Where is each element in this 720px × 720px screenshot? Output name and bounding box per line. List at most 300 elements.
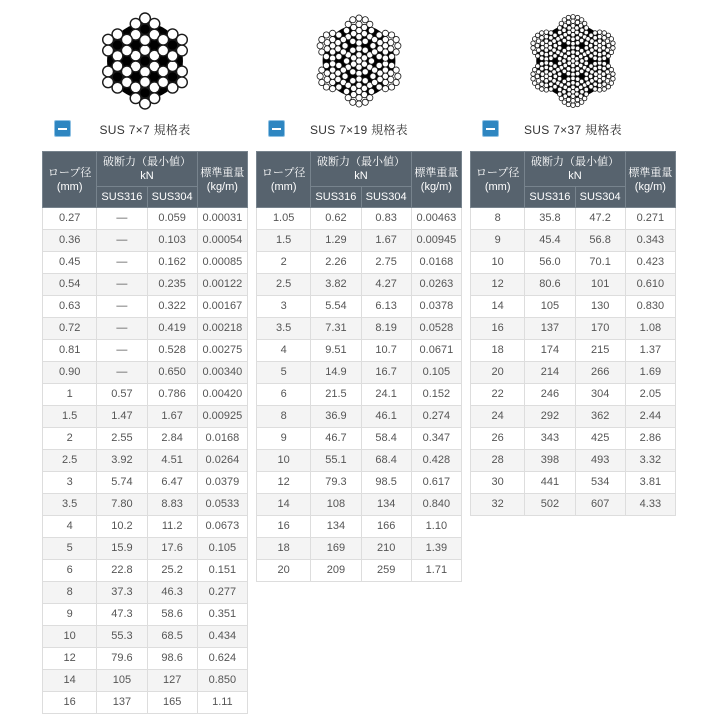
table-cell: 1.29: [311, 230, 361, 252]
table-cell: —: [97, 318, 147, 340]
header-rope-diameter: [43, 152, 97, 208]
table-cell: 0.00925: [197, 406, 247, 428]
table-cell: 292: [525, 406, 575, 428]
header-standard-weight-label: 標準重量: [414, 166, 459, 179]
table-row: [257, 318, 462, 340]
table-cell: 1.69: [625, 362, 675, 384]
table-cell: 166: [361, 516, 411, 538]
table-cell: 0.0528: [411, 318, 461, 340]
table-row: [471, 406, 676, 428]
table-cell: 0.351: [197, 604, 247, 626]
table-cell: 0.62: [311, 208, 361, 230]
table-cell: 1.08: [625, 318, 675, 340]
table-cell: 0.830: [625, 296, 675, 318]
table-row: [257, 450, 462, 472]
table-row: [43, 406, 248, 428]
table-cell: —: [97, 274, 147, 296]
table-cell: 56.0: [525, 252, 575, 274]
table-cell: 1.47: [97, 406, 147, 428]
table-title: SUS 7×19 規格表: [310, 122, 408, 137]
table-row: [257, 296, 462, 318]
header-sus304: SUS304: [575, 187, 625, 208]
table-cell: 9: [257, 428, 311, 450]
table-cell: 58.6: [147, 604, 197, 626]
table-cell: 98.6: [147, 648, 197, 670]
table-cell: —: [97, 296, 147, 318]
table-cell: 0.059: [147, 208, 197, 230]
table-cell: 0.322: [147, 296, 197, 318]
table-row: [43, 494, 248, 516]
table-row: [257, 252, 462, 274]
table-cell: 0.428: [411, 450, 461, 472]
table-row: [43, 340, 248, 362]
table-cell: 1: [43, 384, 97, 406]
header-sus304: SUS304: [147, 187, 197, 208]
table-cell: 0.27: [43, 208, 97, 230]
table-cell: 22: [471, 384, 525, 406]
table-cell: 47.3: [97, 604, 147, 626]
table-title-row: [470, 120, 676, 138]
table-cell: 0.624: [197, 648, 247, 670]
collapse-button[interactable]: [268, 120, 285, 137]
table-cell: 12: [471, 274, 525, 296]
table-cell: 20: [257, 560, 311, 582]
table-row: [257, 560, 462, 582]
table-cell: 0.343: [625, 230, 675, 252]
table-cell: 127: [147, 670, 197, 692]
table-cell: 16.7: [361, 362, 411, 384]
table-row: [257, 494, 462, 516]
table-row: [257, 428, 462, 450]
table-cell: 0.162: [147, 252, 197, 274]
header-standard-weight-unit: (kg/m): [206, 180, 238, 193]
table-cell: 441: [525, 472, 575, 494]
table-cell: 55.1: [311, 450, 361, 472]
table-cell: 0.617: [411, 472, 461, 494]
table-cell: 0.274: [411, 406, 461, 428]
table-cell: 12: [43, 648, 97, 670]
header-rope-diameter-unit: (mm): [270, 180, 297, 193]
table-cell: 10.2: [97, 516, 147, 538]
table-cell: 4.33: [625, 494, 675, 516]
table-cell: 210: [361, 538, 411, 560]
table-cell: 0.151: [197, 560, 247, 582]
table-row: [257, 384, 462, 406]
table-cell: 47.2: [575, 208, 625, 230]
spec-table-section-sus7x19: [256, 0, 462, 582]
table-cell: 5.74: [97, 472, 147, 494]
table-cell: 0.850: [197, 670, 247, 692]
table-title-row: [42, 120, 248, 138]
header-sus304: SUS304: [361, 187, 411, 208]
table-cell: 0.235: [147, 274, 197, 296]
table-cell: 2.75: [361, 252, 411, 274]
table-cell: 7.31: [311, 318, 361, 340]
spec-table-body: [257, 208, 462, 582]
table-cell: 46.7: [311, 428, 361, 450]
table-cell: 10: [471, 252, 525, 274]
table-cell: 0.54: [43, 274, 97, 296]
table-cell: 343: [525, 428, 575, 450]
table-cell: 2.5: [43, 450, 97, 472]
table-cell: 21.5: [311, 384, 361, 406]
table-row: [257, 362, 462, 384]
table-title: SUS 7×37 規格表: [524, 122, 622, 137]
table-cell: 134: [311, 516, 361, 538]
table-cell: 1.5: [257, 230, 311, 252]
table-row: [471, 230, 676, 252]
table-row: [43, 648, 248, 670]
table-row: [43, 582, 248, 604]
table-cell: 137: [97, 692, 147, 714]
table-cell: 0.610: [625, 274, 675, 296]
table-cell: 68.5: [147, 626, 197, 648]
table-cell: 0.00054: [197, 230, 247, 252]
table-row: [43, 296, 248, 318]
table-cell: 8: [43, 582, 97, 604]
table-row: [257, 516, 462, 538]
header-sus316: SUS316: [97, 187, 147, 208]
table-cell: 2: [43, 428, 97, 450]
table-row: [43, 208, 248, 230]
table-cell: 0.419: [147, 318, 197, 340]
table-cell: 0.83: [361, 208, 411, 230]
wire-rope-cross-section: [42, 10, 248, 112]
table-cell: 79.6: [97, 648, 147, 670]
table-cell: 0.81: [43, 340, 97, 362]
table-cell: 35.8: [525, 208, 575, 230]
table-cell: 80.6: [525, 274, 575, 296]
table-cell: 8: [257, 406, 311, 428]
table-cell: 0.0671: [411, 340, 461, 362]
table-cell: 6.13: [361, 296, 411, 318]
table-cell: 1.10: [411, 516, 461, 538]
table-cell: 1.5: [43, 406, 97, 428]
table-cell: 0.00167: [197, 296, 247, 318]
table-cell: —: [97, 340, 147, 362]
minus-icon: [58, 128, 67, 130]
table-row: [43, 362, 248, 384]
table-row: [43, 384, 248, 406]
table-cell: 2.84: [147, 428, 197, 450]
table-row: [471, 252, 676, 274]
table-cell: 1.05: [257, 208, 311, 230]
collapse-button[interactable]: [482, 120, 499, 137]
table-cell: 0.423: [625, 252, 675, 274]
table-cell: 0.434: [197, 626, 247, 648]
table-cell: 2.55: [97, 428, 147, 450]
table-cell: 1.37: [625, 340, 675, 362]
table-cell: 0.840: [411, 494, 461, 516]
table-cell: 16: [43, 692, 97, 714]
table-cell: 3.5: [43, 494, 97, 516]
table-cell: 3.81: [625, 472, 675, 494]
table-row: [471, 296, 676, 318]
table-cell: 5.54: [311, 296, 361, 318]
table-cell: 0.00218: [197, 318, 247, 340]
table-cell: 0.0378: [411, 296, 461, 318]
header-rope-diameter-label: ロープ径: [475, 166, 520, 179]
table-cell: 0.0168: [197, 428, 247, 450]
table-cell: 17.6: [147, 538, 197, 560]
table-cell: 28: [471, 450, 525, 472]
table-cell: 1.67: [147, 406, 197, 428]
table-row: [43, 230, 248, 252]
table-cell: 130: [575, 296, 625, 318]
table-cell: 2: [257, 252, 311, 274]
table-row: [43, 692, 248, 714]
sus-7x7-cross-section-diagram: [94, 10, 196, 112]
table-cell: 0.00275: [197, 340, 247, 362]
table-cell: 2.05: [625, 384, 675, 406]
header-rope-diameter-label: ロープ径: [261, 166, 306, 179]
table-row: [471, 362, 676, 384]
table-cell: 4: [257, 340, 311, 362]
table-cell: 0.0264: [197, 450, 247, 472]
table-cell: 137: [525, 318, 575, 340]
header-rope-diameter-unit: (mm): [56, 180, 83, 193]
header-standard-weight-unit: (kg/m): [420, 180, 452, 193]
wire-rope-cross-section: [470, 10, 676, 112]
table-cell: 3.92: [97, 450, 147, 472]
table-cell: 0.347: [411, 428, 461, 450]
table-cell: 5: [257, 362, 311, 384]
table-cell: 4.27: [361, 274, 411, 296]
header-standard-weight: [411, 152, 461, 208]
table-cell: 108: [311, 494, 361, 516]
table-cell: 362: [575, 406, 625, 428]
table-cell: 0.105: [411, 362, 461, 384]
table-cell: 0.72: [43, 318, 97, 340]
table-cell: 22.8: [97, 560, 147, 582]
table-row: [43, 274, 248, 296]
table-row: [471, 318, 676, 340]
table-cell: 0.103: [147, 230, 197, 252]
table-cell: 425: [575, 428, 625, 450]
spec-table-section-sus7x7: [42, 0, 248, 714]
table-cell: 11.2: [147, 516, 197, 538]
header-rope-diameter: [257, 152, 311, 208]
header-standard-weight-unit: (kg/m): [634, 180, 666, 193]
spec-table-header: [257, 152, 462, 208]
table-cell: 0.0673: [197, 516, 247, 538]
table-cell: —: [97, 252, 147, 274]
header-standard-weight: [625, 152, 675, 208]
spec-table-header: [43, 152, 248, 208]
table-cell: 259: [361, 560, 411, 582]
table-cell: 6: [43, 560, 97, 582]
table-cell: 174: [525, 340, 575, 362]
table-row: [257, 406, 462, 428]
table-cell: 30: [471, 472, 525, 494]
table-cell: 24.1: [361, 384, 411, 406]
table-cell: 14: [257, 494, 311, 516]
table-row: [43, 604, 248, 626]
table-cell: 79.3: [311, 472, 361, 494]
table-cell: 0.00420: [197, 384, 247, 406]
table-cell: 1.39: [411, 538, 461, 560]
table-row: [43, 472, 248, 494]
table-row: [43, 428, 248, 450]
table-cell: 105: [525, 296, 575, 318]
minus-icon: [272, 128, 281, 130]
table-cell: 0.00031: [197, 208, 247, 230]
table-cell: 24: [471, 406, 525, 428]
table-cell: 16: [257, 516, 311, 538]
table-cell: 0.00945: [411, 230, 461, 252]
table-cell: 266: [575, 362, 625, 384]
table-row: [257, 340, 462, 362]
table-cell: 170: [575, 318, 625, 340]
spec-table-section-sus7x37: [470, 0, 676, 516]
table-cell: 3: [43, 472, 97, 494]
table-cell: 0.650: [147, 362, 197, 384]
table-cell: 32: [471, 494, 525, 516]
sus-7x37-cross-section-diagram: [522, 10, 624, 112]
spec-table: [256, 151, 462, 582]
collapse-button[interactable]: [54, 120, 71, 137]
table-cell: 12: [257, 472, 311, 494]
header-standard-weight-label: 標準重量: [200, 166, 245, 179]
table-cell: 25.2: [147, 560, 197, 582]
table-row: [471, 428, 676, 450]
table-cell: 0.105: [197, 538, 247, 560]
table-cell: 8: [471, 208, 525, 230]
table-cell: 37.3: [97, 582, 147, 604]
table-cell: 1.71: [411, 560, 461, 582]
table-cell: 0.00340: [197, 362, 247, 384]
table-cell: 0.152: [411, 384, 461, 406]
table-cell: 55.3: [97, 626, 147, 648]
table-cell: 0.63: [43, 296, 97, 318]
table-cell: 0.57: [97, 384, 147, 406]
table-row: [257, 472, 462, 494]
table-cell: 9: [471, 230, 525, 252]
table-cell: 18: [471, 340, 525, 362]
table-cell: 101: [575, 274, 625, 296]
table-cell: 6.47: [147, 472, 197, 494]
table-cell: 1.67: [361, 230, 411, 252]
table-cell: 2.5: [257, 274, 311, 296]
table-cell: 15.9: [97, 538, 147, 560]
table-cell: 209: [311, 560, 361, 582]
header-standard-weight: [197, 152, 247, 208]
table-cell: 1.11: [197, 692, 247, 714]
header-rope-diameter-unit: (mm): [484, 180, 511, 193]
table-row: [43, 318, 248, 340]
table-cell: 0.0263: [411, 274, 461, 296]
table-cell: 2.44: [625, 406, 675, 428]
table-cell: 165: [147, 692, 197, 714]
table-cell: 7.80: [97, 494, 147, 516]
table-row: [471, 494, 676, 516]
table-row: [471, 340, 676, 362]
table-cell: 46.3: [147, 582, 197, 604]
table-cell: 105: [97, 670, 147, 692]
table-cell: 16: [471, 318, 525, 340]
header-breaking-force: 破断力（最小値）kN: [525, 152, 625, 187]
table-cell: 56.8: [575, 230, 625, 252]
table-cell: 0.0168: [411, 252, 461, 274]
table-cell: 2.86: [625, 428, 675, 450]
table-cell: 0.271: [625, 208, 675, 230]
header-sus316: SUS316: [311, 187, 361, 208]
table-cell: 3.32: [625, 450, 675, 472]
table-row: [257, 230, 462, 252]
table-cell: 502: [525, 494, 575, 516]
table-cell: 0.90: [43, 362, 97, 384]
table-row: [43, 626, 248, 648]
table-cell: 214: [525, 362, 575, 384]
table-cell: 3.5: [257, 318, 311, 340]
table-cell: 215: [575, 340, 625, 362]
table-cell: 3.82: [311, 274, 361, 296]
table-cell: 9: [43, 604, 97, 626]
table-cell: 18: [257, 538, 311, 560]
table-row: [43, 560, 248, 582]
table-cell: 0.528: [147, 340, 197, 362]
table-row: [471, 274, 676, 296]
table-cell: 10: [43, 626, 97, 648]
header-rope-diameter: [471, 152, 525, 208]
table-cell: 26: [471, 428, 525, 450]
table-row: [471, 208, 676, 230]
sus-7x19-cross-section-diagram: [308, 10, 410, 112]
table-cell: 2.26: [311, 252, 361, 274]
table-cell: 607: [575, 494, 625, 516]
table-row: [43, 538, 248, 560]
header-rope-diameter-label: ロープ径: [47, 166, 92, 179]
table-cell: 0.45: [43, 252, 97, 274]
table-cell: 98.5: [361, 472, 411, 494]
table-cell: 20: [471, 362, 525, 384]
spec-table: [42, 151, 248, 714]
table-cell: —: [97, 208, 147, 230]
table-cell: —: [97, 362, 147, 384]
table-cell: 3: [257, 296, 311, 318]
spec-table: [470, 151, 676, 516]
table-cell: 14.9: [311, 362, 361, 384]
table-row: [257, 274, 462, 296]
table-cell: 9.51: [311, 340, 361, 362]
table-cell: 10: [257, 450, 311, 472]
spec-table-body: [471, 208, 676, 516]
table-cell: 0.277: [197, 582, 247, 604]
table-cell: 0.00122: [197, 274, 247, 296]
table-cell: 0.00085: [197, 252, 247, 274]
spec-table-body: [43, 208, 248, 714]
table-cell: 8.19: [361, 318, 411, 340]
table-cell: 169: [311, 538, 361, 560]
table-cell: 0.00463: [411, 208, 461, 230]
table-cell: 10.7: [361, 340, 411, 362]
table-row: [471, 450, 676, 472]
table-row: [43, 450, 248, 472]
table-cell: 68.4: [361, 450, 411, 472]
table-cell: 0.0379: [197, 472, 247, 494]
table-title-row: [256, 120, 462, 138]
table-row: [43, 252, 248, 274]
table-title: SUS 7×7 規格表: [99, 122, 191, 137]
table-cell: 398: [525, 450, 575, 472]
header-breaking-force: 破断力（最小値）kN: [97, 152, 197, 187]
table-cell: 134: [361, 494, 411, 516]
table-cell: 0.36: [43, 230, 97, 252]
table-row: [471, 384, 676, 406]
header-breaking-force: 破断力（最小値）kN: [311, 152, 411, 187]
table-cell: 0.786: [147, 384, 197, 406]
table-cell: 14: [43, 670, 97, 692]
